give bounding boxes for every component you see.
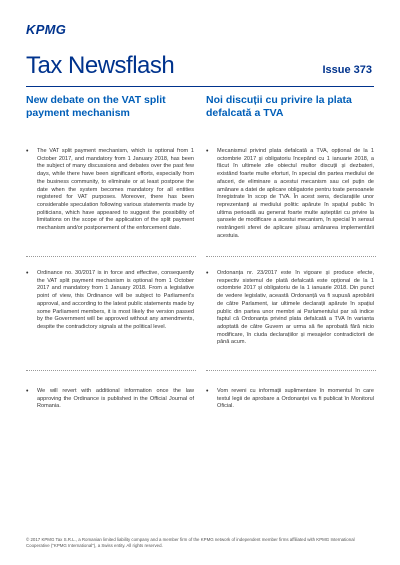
paragraph-ro-1: • Mecanismul privind plata defalcată a TVA, opțional de la 1 octombrie 2017 și obligatoriu începând cu 1 ianuarie 2018, a făcut în ultimele zile obiectul multor discuții și dezbateri, existând foarte multe eforturi, în special din partea mediului de afaceri, de eliminare a acestui mecanism sau cel puțin de amânare a datei de aplicare obligatorie pentru toate persoanele înregistrate în scop de TVA. În acest sens, declarațiile unor reprezentanți ai mediului politic apărute în spațiul public în ultima perioadă au generat foarte multe așteptări cu privire la șansele de modificare a acestui mecanism, în special în sensul restrângerii sferei de aplicare și/sau amânarea implementării acestuia. (206, 148, 374, 240)
paragraph-en-1: • The VAT split payment mechanism, which is optional from 1 October 2017, and mandatory from 1 January 2018, has been the subject of many discussions and debates over the past few days, while there have been significant efforts, especially from the business community, to eliminate or at least postpone the date when the system becomes mandatory for all entities registered for VAT purposes. Moreover, there has been considerable speculation following various statements made by politicians, which have appeared to suggest the possibility of limitations on the scope of the application of the split payment mechanism and/or postponement of the enforcement date. (26, 148, 194, 233)
headline-english: New debate on the VAT split payment mechanism (26, 94, 166, 119)
copyright-footer: © 2017 KPMG Tax S.R.L., a Romanian limited liability company and a member firm of the KPMG network of independent member firms affiliated with KPMG International Cooperative ("KPMG International"), a Swiss entity. All rights reserved. (26, 537, 355, 548)
section-divider (206, 370, 376, 371)
header-rule (26, 86, 374, 87)
issue-number: Issue 373 (322, 64, 372, 76)
section-divider (26, 256, 196, 257)
paragraph-ro-2: • Ordonanța nr. 23/2017 este în vigoare și produce efecte, respectiv sistemul de plată defalcată este opțional de la 1 octombrie 2017 și obligatoriu de la 1 ianuarie 2018. Din punct de vedere legislativ, această Ordonanță va fi supusă aprobării de către Parlament, iar ultimele declarații apărute în spațiul public din partea unor membri ai Parlamentului par să indice faptul că Ordonanța privind plata defalcată a TVA în varianta adoptată de către Guvern ar urma să fie aprobată fără nicio modificare, în ciuda declarațiilor și mesajelor contradictorii de până acum. (206, 270, 374, 347)
section-divider (206, 256, 376, 257)
kpmg-logo: KPMG (26, 22, 67, 37)
masthead-title: Tax Newsflash (26, 52, 175, 79)
paragraph-ro-3: • Vom reveni cu informații suplimentare în momentul în care textul legii de aprobare a Ordonanței va fi publicat în Monitorul Oficial. (206, 388, 374, 411)
paragraph-en-3: • We will revert with additional information once the law approving the Ordinance is published in the Official Journal of Romania. (26, 388, 194, 411)
headline-romanian: Noi discuții cu privire la plata defalcată a TVA (206, 94, 352, 119)
section-divider (26, 370, 196, 371)
paragraph-en-2: • Ordinance no. 30/2017 is in force and effective, consequently the VAT split payment mechanism is optional from 1 October 2017 and mandatory from 1 January 2018. From a legislative point of view, this Ordinance will be subject to Parliament's approval, and according to the latest public statements made by some Parliament members, it is most likely the version passed by the Government will be approved without any amendments, despite the contradictory signals at the political level. (26, 270, 194, 332)
